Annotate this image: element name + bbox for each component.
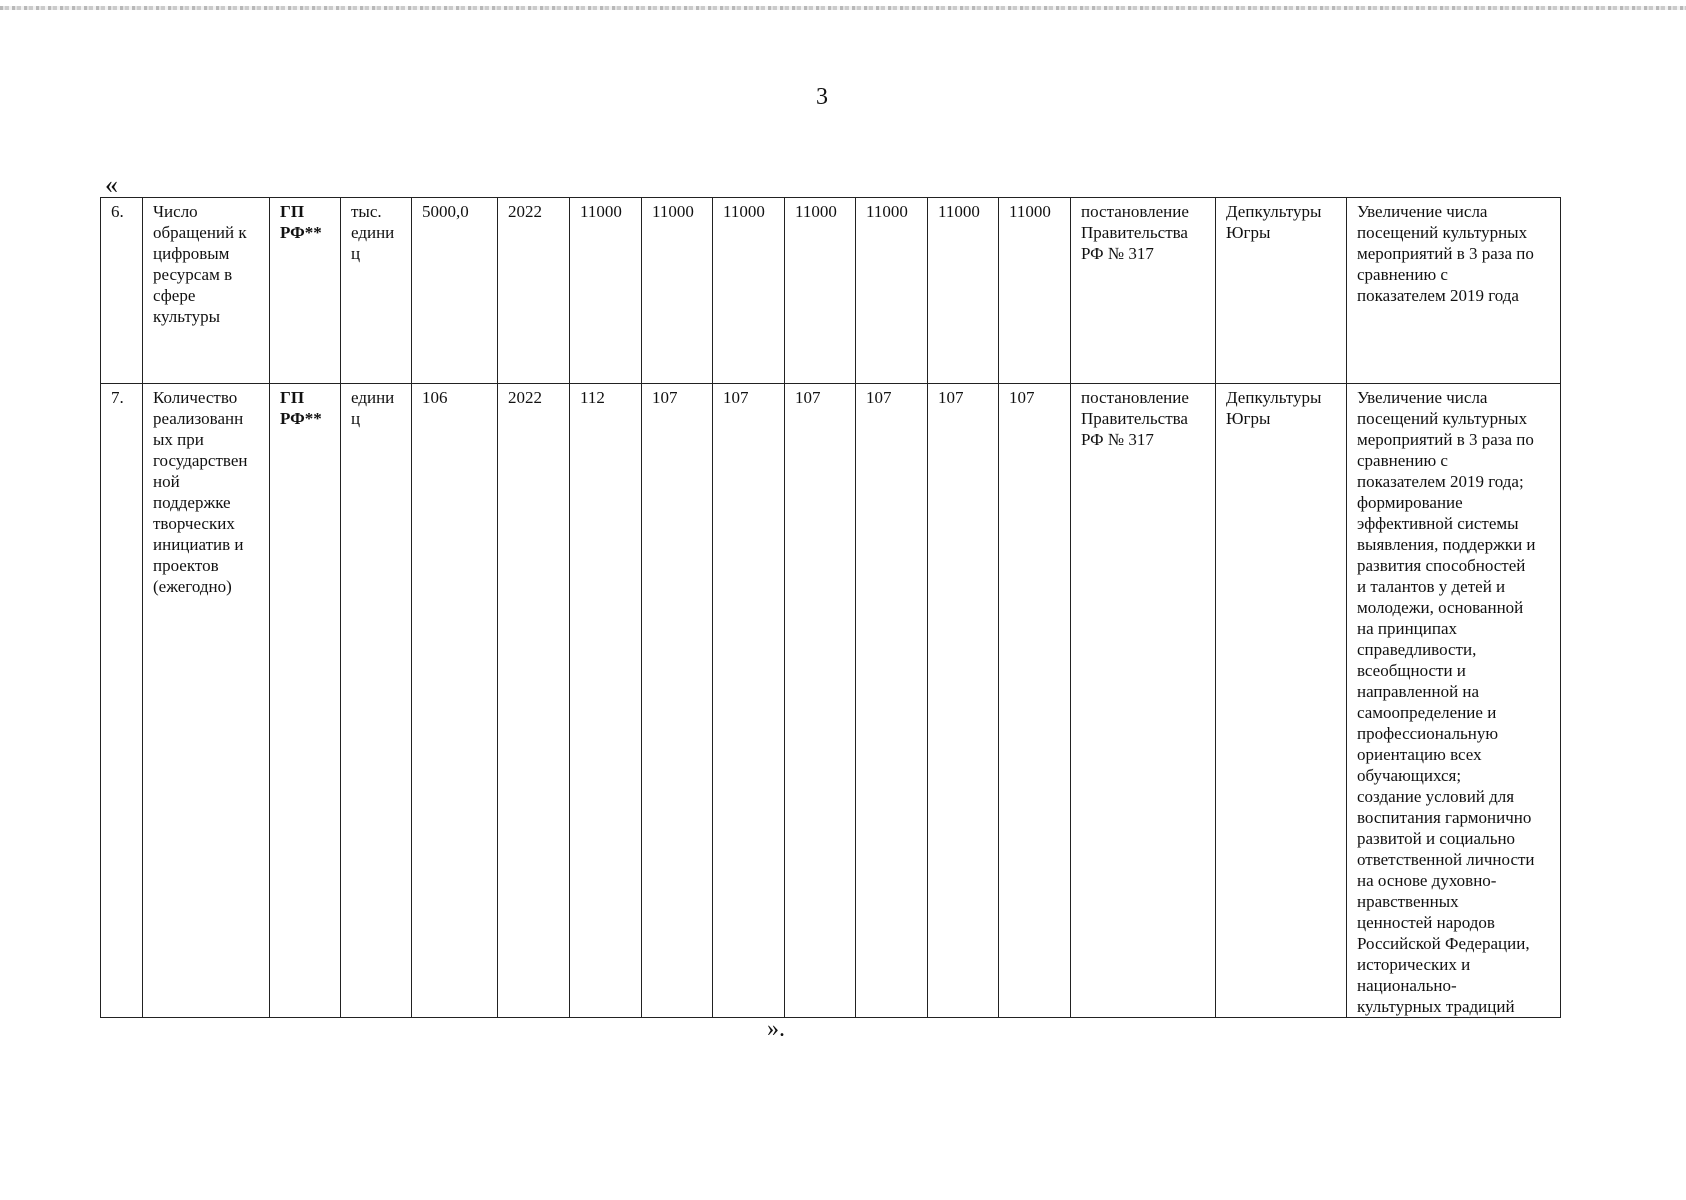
table-row <box>101 384 1561 1018</box>
source-document-cell: постановление Правительства РФ № 317 <box>1071 198 1216 384</box>
responsible-cell: Депкультуры Югры <box>1216 198 1347 384</box>
target-value-cell: 11000 <box>928 198 999 384</box>
indicator-name-cell: Количество реализованн ых при государствен ной поддержке творческих инициатив и проектов (ежегодно) <box>143 384 270 1018</box>
row-number-cell: 7. <box>101 384 143 1018</box>
source-document-cell: постановление Правительства РФ № 317 <box>1071 384 1216 1018</box>
responsible-cell: Депкультуры Югры <box>1216 384 1347 1018</box>
scan-edge-artifact <box>0 6 1686 10</box>
result-cell: Увеличение числа посещений культурных мероприятий в 3 раза по сравнению с показателем 2019 года <box>1347 198 1561 384</box>
target-value-cell: 107 <box>999 384 1071 1018</box>
target-value-cell: 11000 <box>642 198 713 384</box>
base-value-cell: 5000,0 <box>412 198 498 384</box>
target-value-cell: 11000 <box>570 198 642 384</box>
target-value-cell: 107 <box>785 384 856 1018</box>
row-number-cell: 6. <box>101 198 143 384</box>
target-value-cell: 11000 <box>713 198 785 384</box>
base-value-cell: 106 <box>412 384 498 1018</box>
indicators-table <box>100 197 1561 1018</box>
indicator-name-cell: Число обращений к цифровым ресурсам в сфере культуры <box>143 198 270 384</box>
opening-quote-mark: « <box>105 170 118 199</box>
unit-cell: тыс. едини ц <box>341 198 412 384</box>
target-value-cell: 11000 <box>785 198 856 384</box>
program-cell: ГП РФ** <box>270 198 341 384</box>
target-value-cell: 11000 <box>856 198 928 384</box>
target-value-cell: 107 <box>713 384 785 1018</box>
target-value-cell: 107 <box>928 384 999 1018</box>
closing-quote-mark: ». <box>767 1016 785 1042</box>
table-row <box>101 198 1561 384</box>
base-year-cell: 2022 <box>498 384 570 1018</box>
target-value-cell: 11000 <box>999 198 1071 384</box>
program-cell: ГП РФ** <box>270 384 341 1018</box>
base-year-cell: 2022 <box>498 198 570 384</box>
target-value-cell: 112 <box>570 384 642 1018</box>
result-cell: Увеличение числа посещений культурных мероприятий в 3 раза по сравнению с показателем 2019 года; формирование эффективной системы выявления, поддержки и развития способностей и талантов у детей и молодежи, основанной на принципах справедливости, всеобщности и направленной на самоопределение и профессиональную ориентацию всех обучающихся; создание условий для воспитания гармонично развитой и социально ответственной личности на основе духовно- нравственных ценностей народов Российской Федерации, исторических и национально- культурных традиций <box>1347 384 1561 1018</box>
unit-cell: едини ц <box>341 384 412 1018</box>
page-number: 3 <box>816 84 828 110</box>
target-value-cell: 107 <box>642 384 713 1018</box>
target-value-cell: 107 <box>856 384 928 1018</box>
